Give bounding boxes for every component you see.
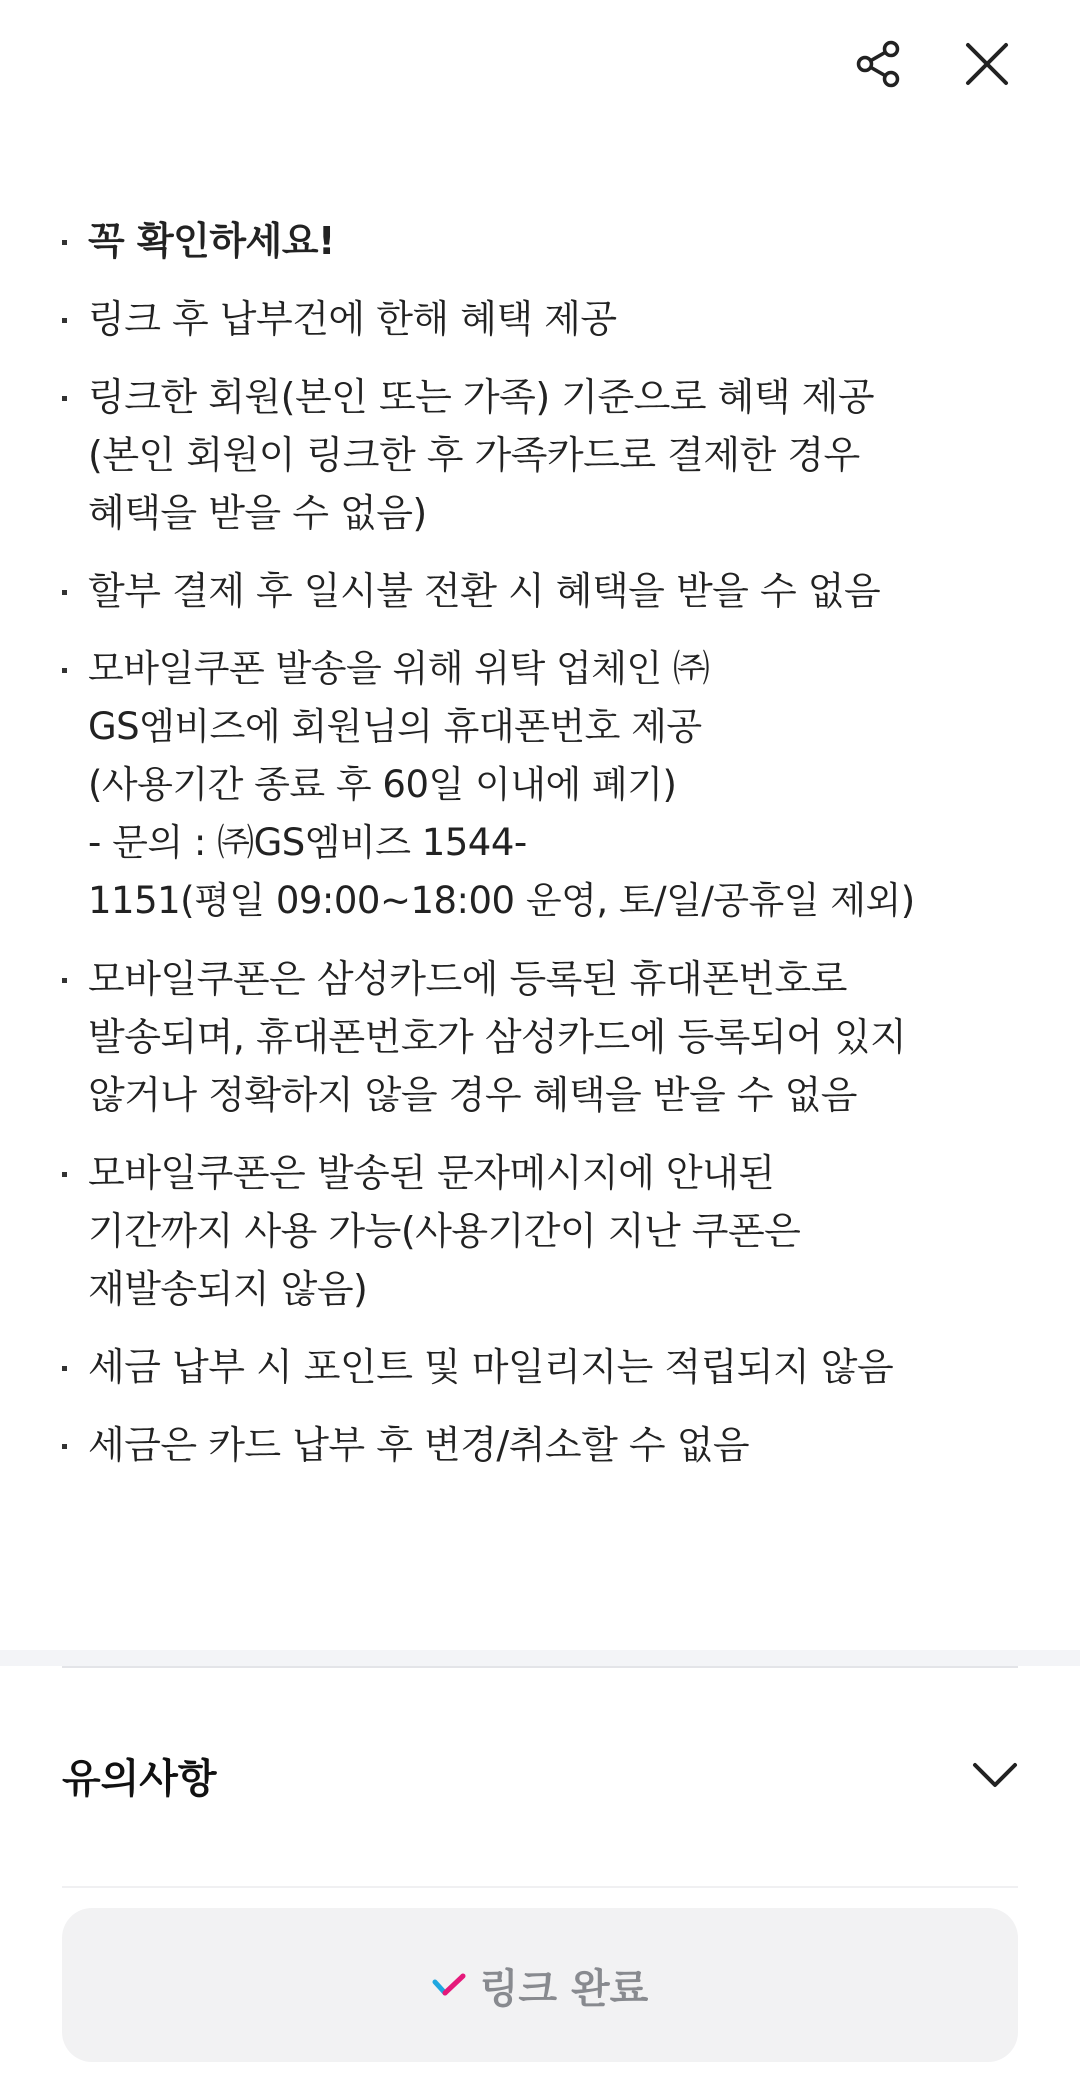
- close-button[interactable]: [951, 28, 1023, 100]
- notice-item: 링크 후 납부건에 한해 혜택 제공: [62, 290, 1032, 348]
- section-separator: [0, 1650, 1080, 1666]
- share-icon: [853, 39, 903, 89]
- check-icon: [432, 1972, 466, 1998]
- share-button[interactable]: [842, 28, 914, 100]
- link-complete-label: 링크 완료: [479, 1965, 649, 2012]
- notice-heading: 꼭 확인하세요!: [62, 212, 1032, 270]
- notice-item: 모바일쿠폰 발송을 위해 위탁 업체인 ㈜ GS엠비즈에 회원님의 휴대폰번호 제공 (사용기간 종료 후 60일 이내에 폐기) - 문의 : ㈜GS엠비즈 1544- 1151(평일 09:00~18:00 운영, 토/일/공휴일 제외): [62, 640, 1032, 930]
- chevron-down-icon: [972, 1761, 1018, 1789]
- notice-item: 링크한 회원(본인 또는 가족) 기준으로 혜택 제공 (본인 회원이 링크한 후 가족카드로 결제한 경우 혜택을 받을 수 없음): [62, 368, 1032, 542]
- top-bar: [0, 0, 1080, 130]
- link-complete-button[interactable]: [62, 1908, 1018, 2062]
- accordion-title: 유의사항: [62, 1755, 217, 1802]
- notice-item: 세금은 카드 납부 후 변경/취소할 수 없음: [62, 1416, 1032, 1474]
- caution-accordion[interactable]: [62, 1720, 1018, 1830]
- close-icon: [965, 42, 1009, 86]
- notice-item: 모바일쿠폰은 발송된 문자메시지에 안내된 기간까지 사용 가능(사용기간이 지난 쿠폰은 재발송되지 않음): [62, 1144, 1032, 1318]
- notice-list: [62, 212, 1032, 1494]
- notice-item: 세금 납부 시 포인트 및 마일리지는 적립되지 않음: [62, 1338, 1032, 1396]
- notice-item: 모바일쿠폰은 삼성카드에 등록된 휴대폰번호로 발송되며, 휴대폰번호가 삼성카드에 등록되어 있지 않거나 정확하지 않을 경우 혜택을 받을 수 없음: [62, 950, 1032, 1124]
- divider: [62, 1886, 1018, 1888]
- notice-item: 할부 결제 후 일시불 전환 시 혜택을 받을 수 없음: [62, 562, 1032, 620]
- divider: [62, 1666, 1018, 1668]
